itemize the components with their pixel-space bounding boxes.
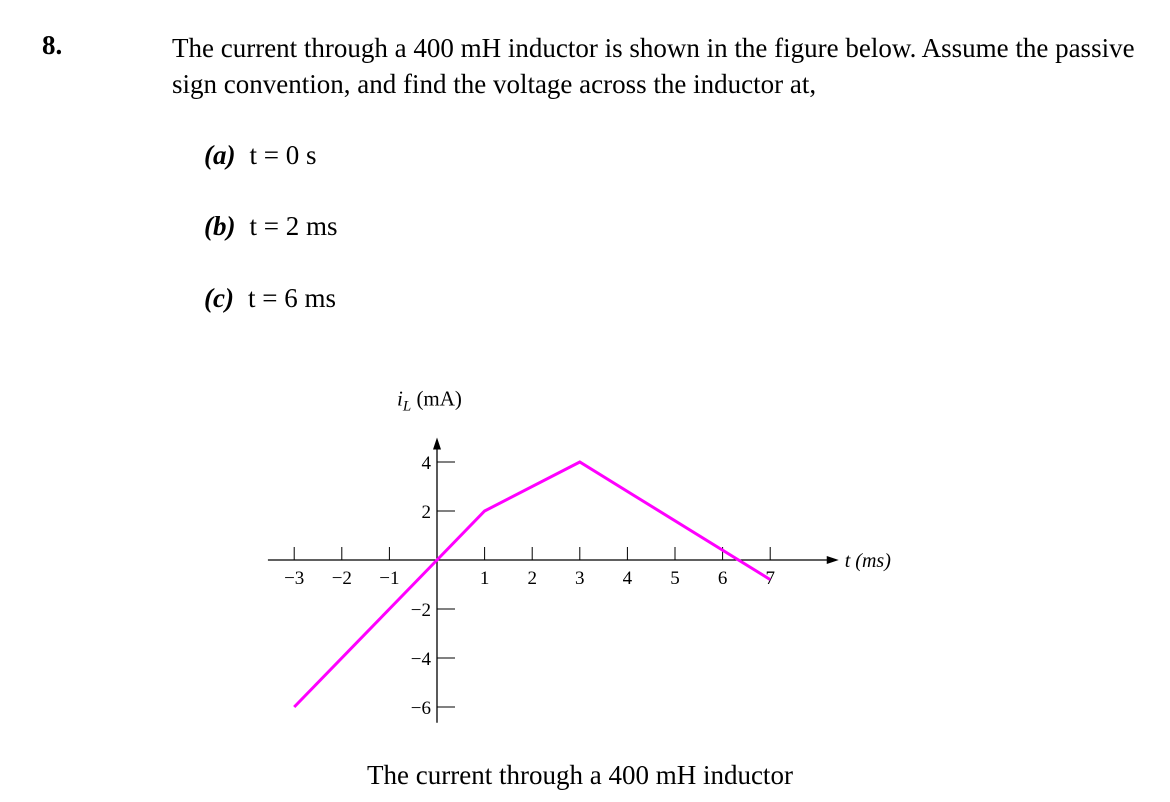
- y-axis-label: $i_L$ (mA): [397, 386, 462, 415]
- x-axis-label: t (ms): [844, 550, 891, 572]
- y-tick-label: −6: [410, 698, 431, 719]
- question-prompt: The current through a 400 mH inductor is shown in the figure below. Assume the passive sign convention, and find the voltage across the inductor at,: [172, 33, 1135, 99]
- y-axis-arrow: [433, 438, 441, 450]
- x-axis-arrow: [827, 556, 839, 564]
- x-tick-label: 1: [479, 568, 490, 589]
- y-tick-label: −4: [410, 649, 431, 670]
- y-tick-label: 2: [421, 502, 431, 523]
- y-tick-label: −2: [410, 600, 431, 621]
- x-tick-label: −2: [331, 568, 352, 589]
- x-tick-label: 3: [575, 568, 585, 589]
- part-c-text: t = 6 ms: [247, 283, 336, 313]
- x-tick-label: 2: [527, 568, 537, 589]
- part-c-label: (c): [204, 283, 234, 313]
- x-tick-label: −1: [379, 568, 400, 589]
- x-tick-label: 7: [765, 568, 775, 589]
- x-tick-label: −3: [284, 568, 305, 589]
- part-a-text: t = 0 s: [249, 140, 317, 170]
- x-tick-label: 4: [622, 568, 633, 589]
- x-tick-label: 6: [717, 568, 728, 589]
- part-a-label: (a): [204, 140, 236, 170]
- part-b-label: (b): [204, 211, 236, 241]
- y-tick-label: 4: [421, 453, 431, 474]
- figure-caption: The current through a 400 mH inductor: [367, 760, 793, 790]
- x-tick-label: 5: [670, 568, 680, 589]
- part-b-text: t = 2 ms: [249, 211, 338, 241]
- question-number: 8.: [42, 30, 63, 60]
